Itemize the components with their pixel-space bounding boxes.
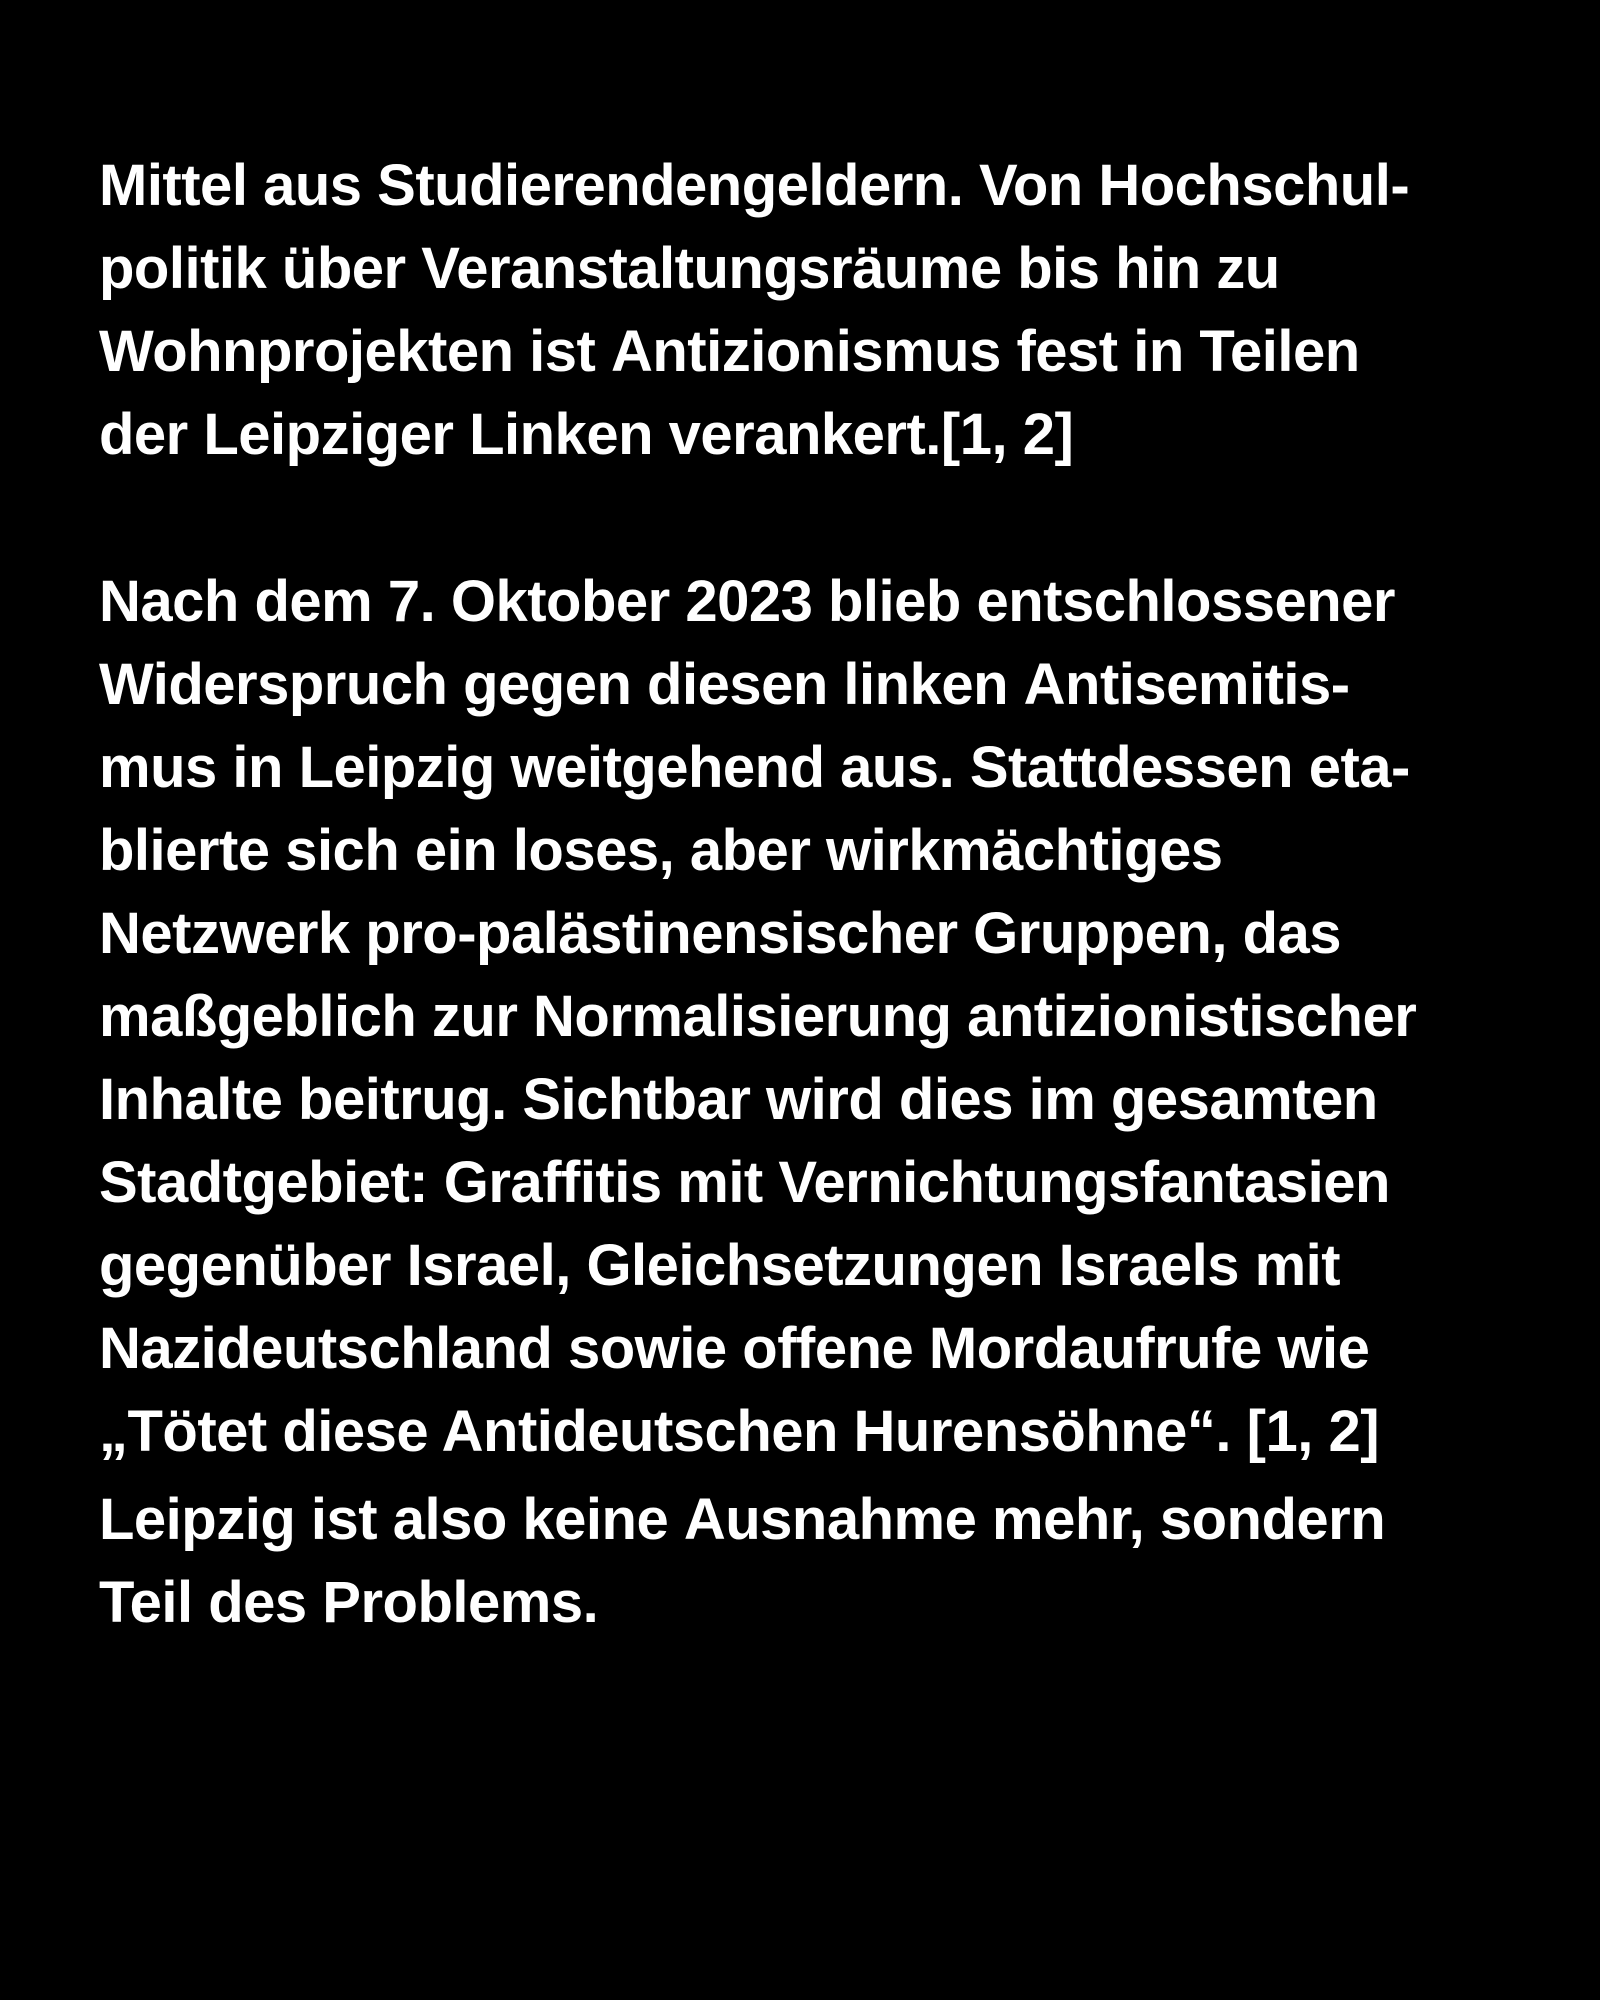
text-line: mus in Leipzig weitgehend aus. Stattdessen eta- <box>99 735 1410 800</box>
text-line: Inhalte beitrug. Sichtbar wird dies im gesamten <box>99 1067 1378 1132</box>
text-line: „Tötet diese Antideutschen Hurensöhne“. [1, 2] <box>99 1399 1380 1464</box>
text-line: blierte sich ein loses, aber wirkmächtiges <box>99 818 1223 883</box>
text-line: Nazideutschland sowie offene Mordaufrufe wie <box>99 1316 1370 1381</box>
text-line: gegenüber Israel, Gleichsetzungen Israels mit <box>99 1233 1341 1298</box>
text-line: Wohnprojekten ist Antizionismus fest in Teilen <box>99 319 1360 384</box>
text-line: politik über Veranstaltungsräume bis hin zu <box>99 236 1280 301</box>
paragraph-7-oktober <box>99 560 1497 1473</box>
text-line: maßgeblich zur Normalisierung antizionistischer <box>99 984 1417 1049</box>
text-line: Widerspruch gegen diesen linken Antisemitis- <box>99 652 1350 717</box>
text-line: der Leipziger Linken verankert.[1, 2] <box>99 402 1074 467</box>
text-line: Stadtgebiet: Graffitis mit Vernichtungsfantasien <box>99 1150 1390 1215</box>
text-line: Netzwerk pro-palästinensischer Gruppen, das <box>99 901 1342 966</box>
text-line: Teil des Problems. <box>99 1570 599 1635</box>
text-line: Leipzig ist also keine Ausnahme mehr, sondern <box>99 1487 1386 1552</box>
text-line: Mittel aus Studierendengeldern. Von Hochschul- <box>99 153 1410 218</box>
paragraph-conclusion <box>99 1478 1497 1644</box>
text-line: Nach dem 7. Oktober 2023 blieb entschlossener <box>99 569 1395 634</box>
paragraph-studierendengelder <box>99 144 1497 476</box>
